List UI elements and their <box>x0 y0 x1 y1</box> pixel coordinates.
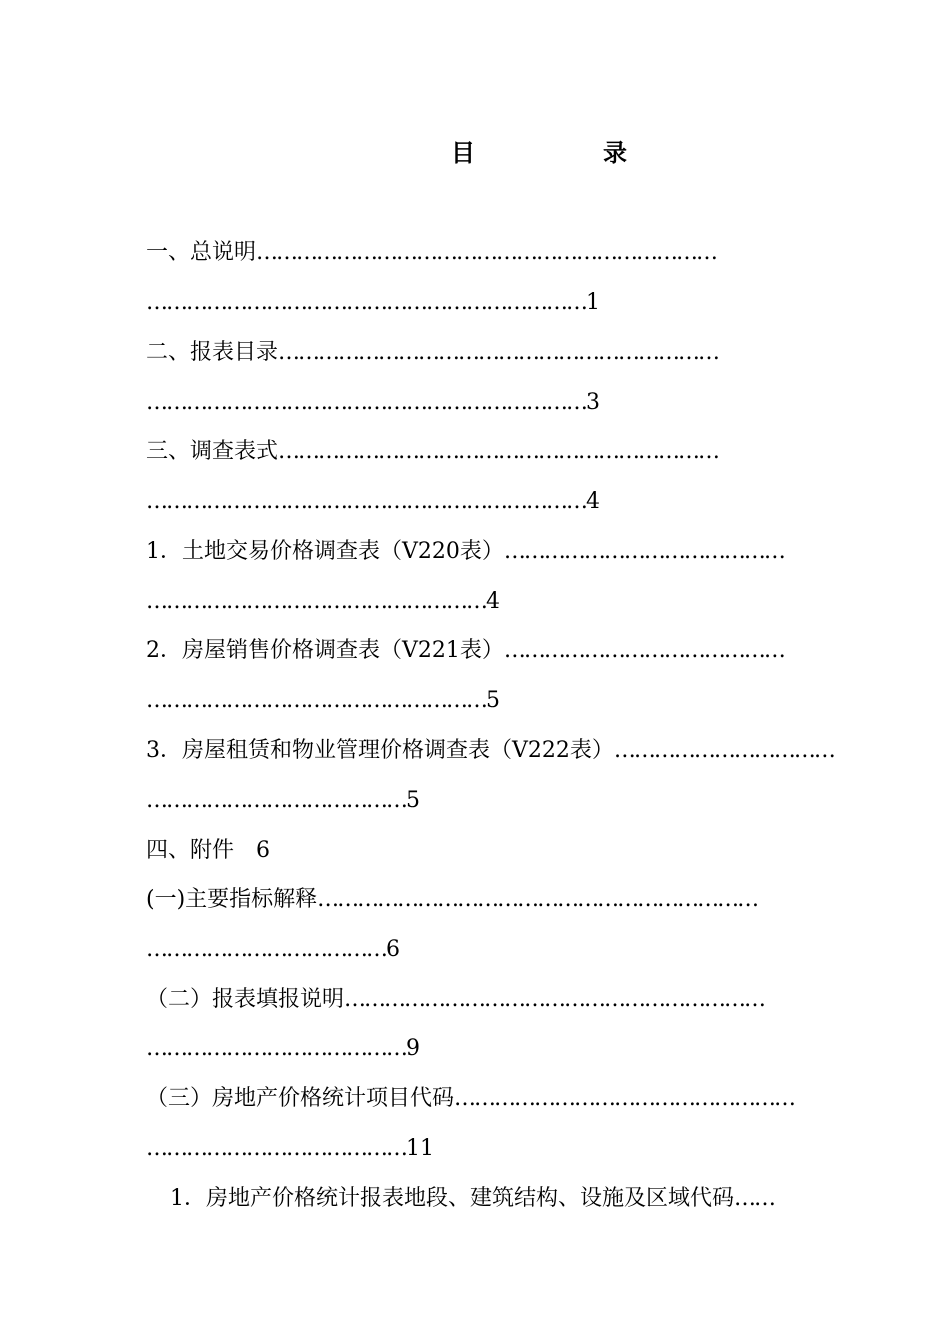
toc-entry-page: 5 <box>486 688 500 713</box>
toc-leader: ………………………………… <box>146 788 406 813</box>
toc-entry-10[interactable] <box>146 1084 846 1114</box>
toc-leader: ………………………………………………………… <box>317 887 758 912</box>
toc-entry-page: 3 <box>586 390 600 415</box>
toc-title-char-1: 目 <box>451 139 475 167</box>
toc-title-char-2: 录 <box>603 139 627 167</box>
toc-leader: ………………………………… <box>146 1036 406 1061</box>
toc-entry-2[interactable] <box>146 338 846 368</box>
toc-entry-label: 1．房地产价格统计报表地段、建筑结构、设施及区域代码 <box>170 1186 734 1211</box>
toc-entry-page: 4 <box>486 589 500 614</box>
toc-leader: ………………………………………………………… <box>146 489 586 514</box>
toc-entry-page: 6 <box>256 838 271 863</box>
toc-leader: …………………………………… <box>503 638 784 663</box>
toc-leader: …………………………… <box>613 738 834 763</box>
toc-entry-8[interactable] <box>146 885 846 915</box>
toc-leader: …………………………………………………………… <box>256 240 717 265</box>
toc-entry-page: 1 <box>586 290 600 315</box>
toc-entry-1-continuation <box>146 288 600 318</box>
toc-entry-page: 6 <box>386 937 400 962</box>
toc-entry-page: 5 <box>406 788 420 813</box>
toc-entry-4-continuation <box>146 587 500 617</box>
toc-leader: …………………………………… <box>503 539 784 564</box>
toc-entry-11[interactable] <box>170 1184 846 1214</box>
toc-entry-7[interactable] <box>146 836 270 866</box>
toc-entry-5-continuation <box>146 686 500 716</box>
toc-entry-6-continuation <box>146 786 420 816</box>
toc-entry-label: （三）房地产价格统计项目代码 <box>146 1086 455 1111</box>
toc-entry-8-continuation <box>146 935 400 965</box>
toc-entry-page: 4 <box>586 489 600 514</box>
toc-entry-9-continuation <box>146 1034 420 1064</box>
toc-leader: ………………………………………………………… <box>278 439 719 464</box>
toc-leader: …………………………………………… <box>146 589 486 614</box>
toc-entry-4[interactable] <box>146 537 846 567</box>
toc-entry-3-continuation <box>146 487 600 517</box>
toc-entry-6[interactable] <box>146 736 846 766</box>
toc-entry-label: （二）报表填报说明 <box>146 987 345 1012</box>
toc-entry-5[interactable] <box>146 636 846 666</box>
toc-leader: …………………………………………… <box>454 1086 795 1111</box>
toc-leader: ………………………………………………………… <box>146 390 586 415</box>
toc-leader: ………………………………… <box>146 1136 406 1161</box>
toc-leader: ……………………………… <box>146 937 386 962</box>
toc-entry-page: 11 <box>406 1136 434 1161</box>
toc-leader: ……………………………………………………… <box>344 987 765 1012</box>
toc-entry-label: 2．房屋销售价格调查表（V221表） <box>146 638 504 663</box>
toc-leader: ………………………………………………………… <box>278 340 719 365</box>
toc-entry-label: 1．土地交易价格调查表（V220表） <box>146 539 504 564</box>
toc-entry-2-continuation <box>146 388 600 418</box>
toc-entry-label: 四、附件 <box>146 838 235 863</box>
toc-entry-label: 二、报表目录 <box>146 340 279 365</box>
toc-entry-page: 9 <box>406 1036 420 1061</box>
toc-entry-label: 一、总说明 <box>146 240 257 265</box>
toc-leader: …………………………………………… <box>146 688 486 713</box>
toc-entry-label: 3．房屋租赁和物业管理价格调查表（V222表） <box>146 738 614 763</box>
toc-leader: ………………………………………………………… <box>146 290 586 315</box>
toc-leader: …… <box>734 1186 774 1211</box>
toc-entry-3[interactable] <box>146 437 846 467</box>
toc-entry-10-continuation <box>146 1134 434 1164</box>
toc-entry-1[interactable] <box>146 238 846 268</box>
toc-entry-label: (一)主要指标解释 <box>146 887 318 912</box>
toc-entry-label: 三、调查表式 <box>146 439 279 464</box>
toc-entry-9[interactable] <box>146 985 846 1015</box>
